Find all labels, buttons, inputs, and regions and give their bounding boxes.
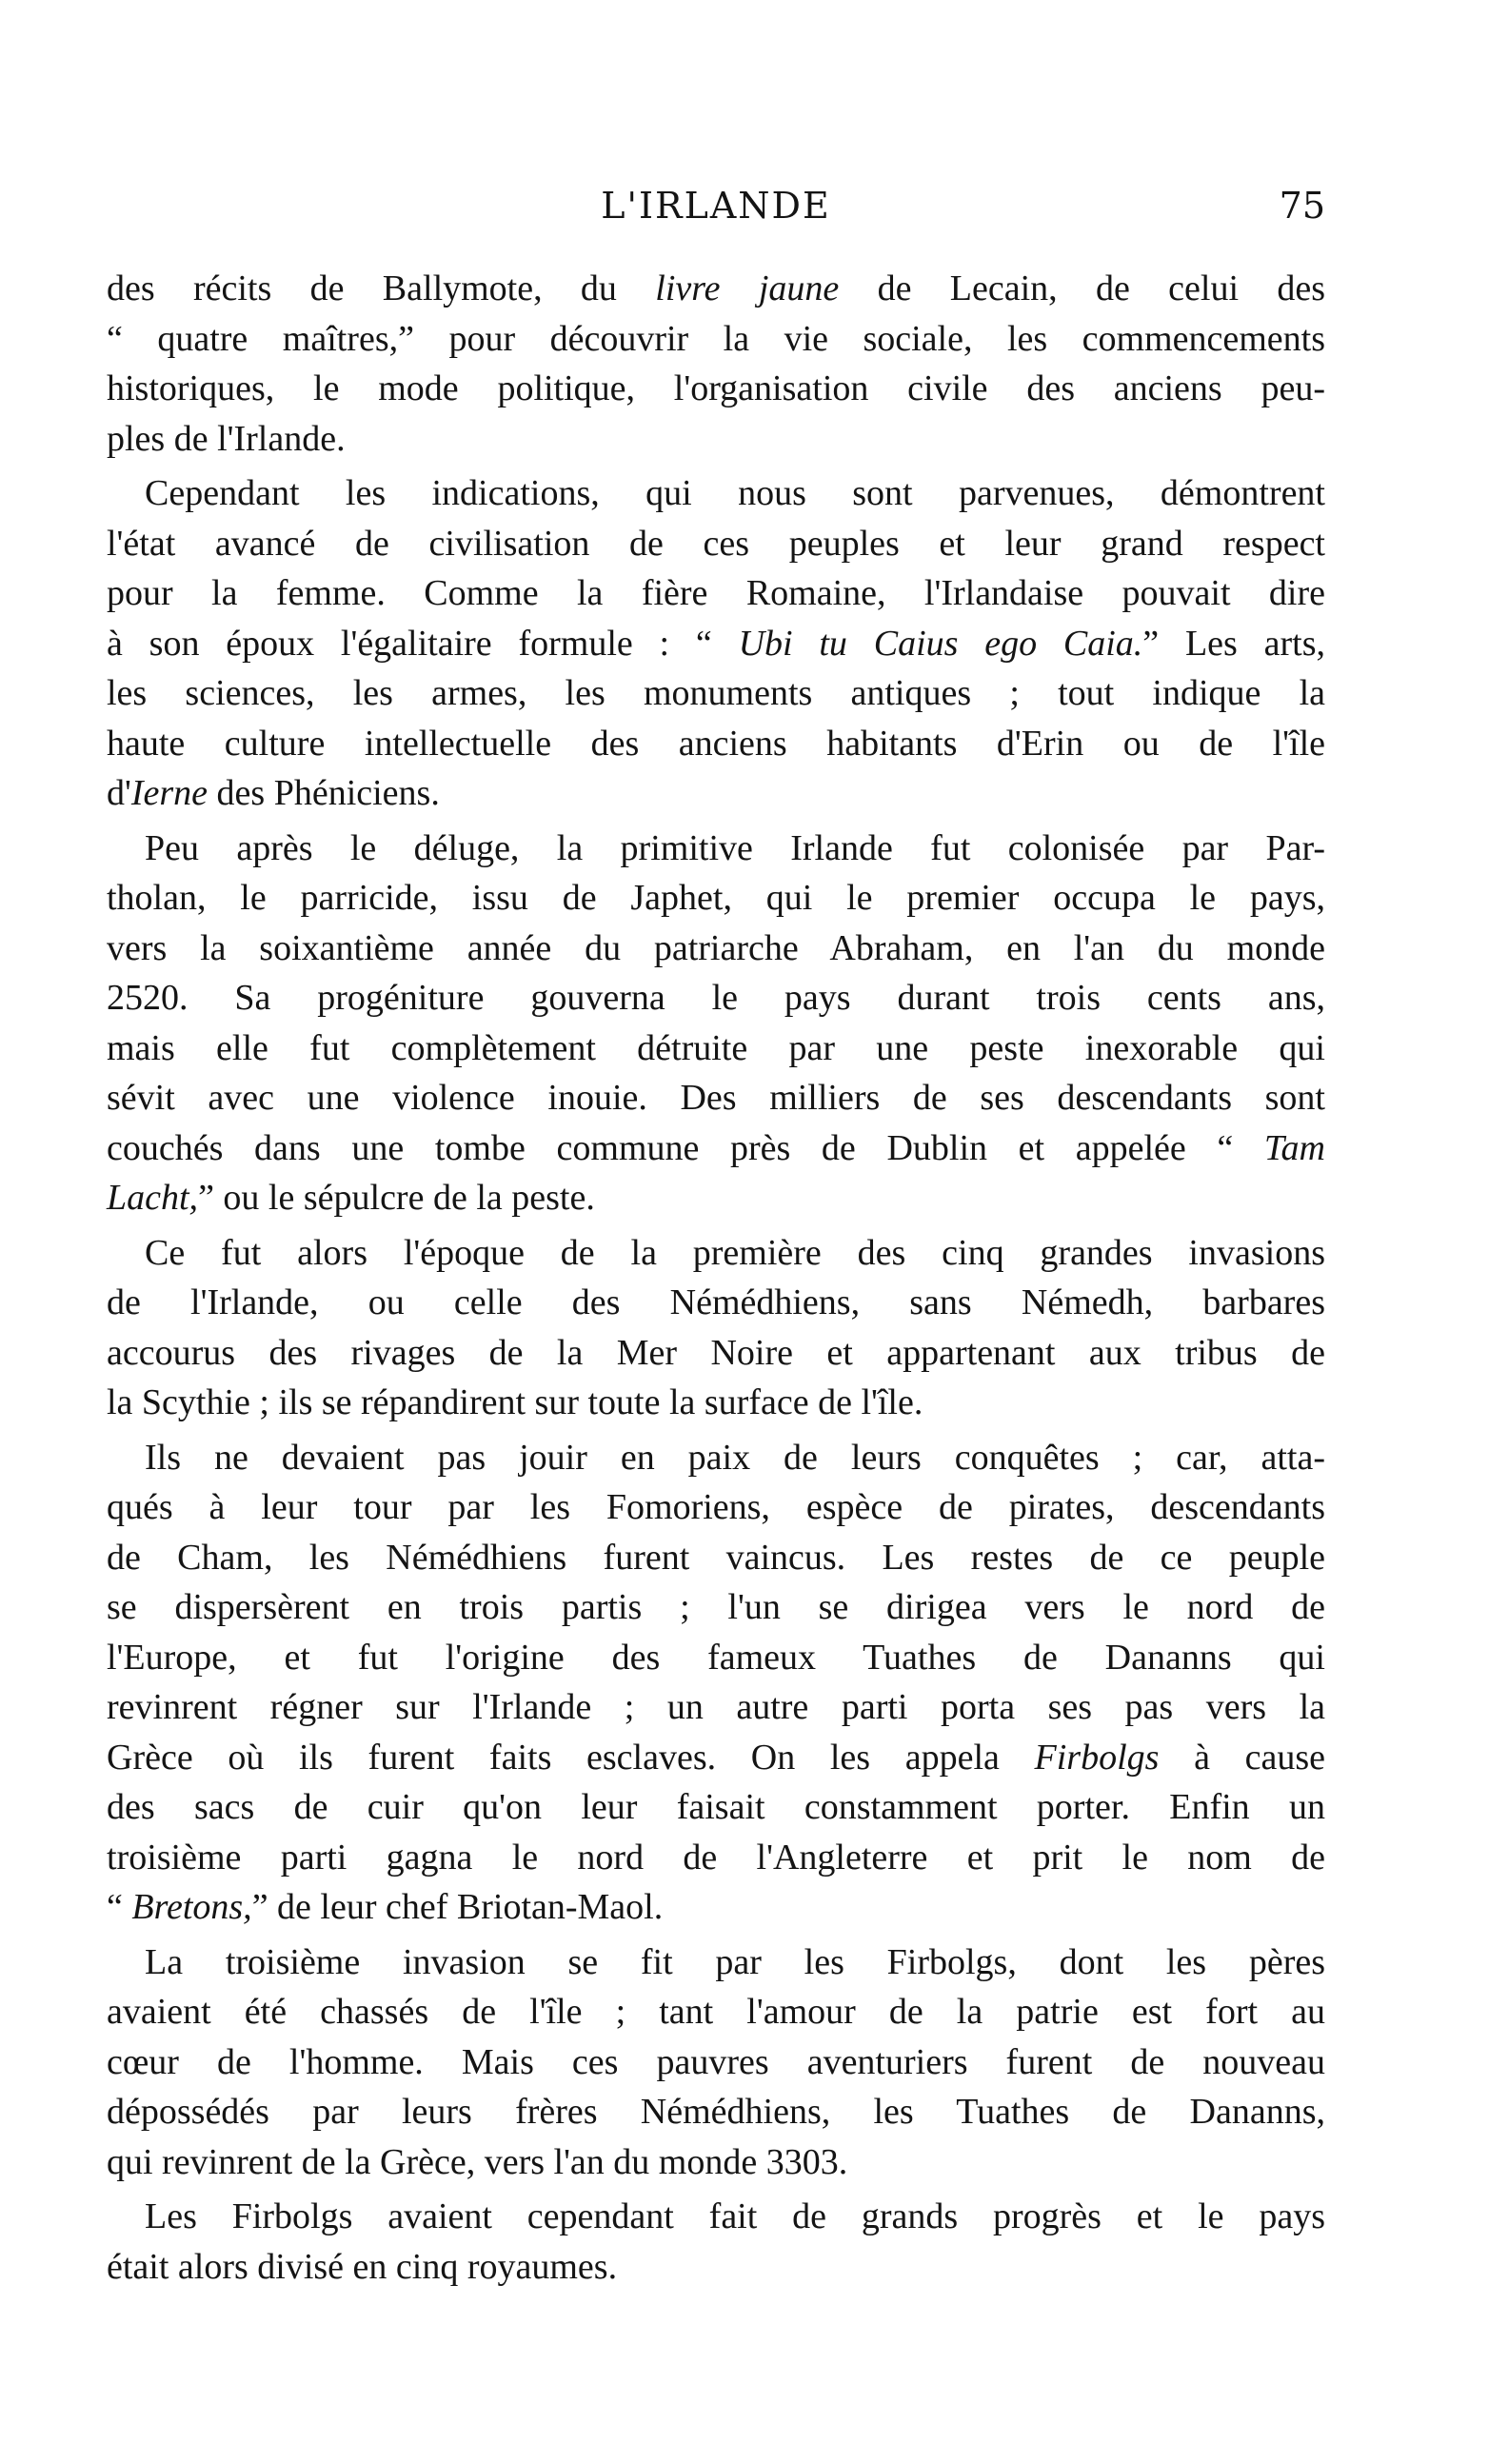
paragraph	[107, 1433, 1325, 1933]
text-line	[107, 973, 1325, 1023]
text-run: des sacs de cuir qu'on leur faisait constamment porter. Enfin un	[107, 1787, 1325, 1827]
text-run: les sciences, les armes, les monuments antiques ; tout indique la	[107, 673, 1325, 713]
text-run: était alors divisé en cinq royaumes.	[107, 2246, 618, 2287]
text-line	[107, 2242, 1325, 2293]
text-run: Les Firbolgs avaient cependant fait de grands progrès et le pays	[145, 2196, 1325, 2236]
text-line	[107, 1482, 1325, 1533]
text-line	[107, 2137, 1325, 2188]
text-line	[107, 519, 1325, 569]
text-run: vers la soixantième année du patriarche Abraham, en l'an du monde	[107, 927, 1325, 968]
text-line	[107, 1987, 1325, 2037]
text-line	[107, 1633, 1325, 1683]
text-line	[107, 1023, 1325, 1074]
text-run: qui revinrent de la Grèce, vers l'an du monde 3303.	[107, 2141, 848, 2182]
text-run: ” Les arts,	[1142, 623, 1325, 664]
italic-text: Lacht,	[107, 1178, 199, 1218]
italic-text: Ubi tu Caius ego Caia.	[738, 623, 1143, 664]
text-line	[107, 1533, 1325, 1583]
text-run: de l'Irlande, ou celle des Némédhiens, sans Némedh, barbares	[107, 1282, 1325, 1322]
text-line	[107, 1433, 1325, 1483]
text-run: se dispersèrent en trois partis ; l'un se dirigea vers le nord de	[107, 1587, 1325, 1627]
text-line	[107, 1733, 1325, 1783]
text-run: ples de l'Irlande.	[107, 418, 346, 459]
text-run: à son époux l'égalitaire formule : “	[107, 623, 739, 664]
text-line	[107, 1328, 1325, 1379]
text-run: la Scythie ; ils se répandirent sur toute la surface de l'île.	[107, 1382, 923, 1422]
text-line	[107, 768, 1325, 819]
text-line	[107, 468, 1325, 519]
paragraph	[107, 1228, 1325, 1428]
text-run: sévit avec une violence inouie. Des milliers de ses descendants sont	[107, 1078, 1325, 1118]
text-line	[107, 1278, 1325, 1328]
text-line	[107, 924, 1325, 974]
text-run: revinrent régner sur l'Irlande ; un autre parti porta ses pas vers la	[107, 1687, 1325, 1727]
text-line	[107, 364, 1325, 414]
paragraph	[107, 824, 1325, 1223]
text-run: cœur de l'homme. Mais ces pauvres aventuriers furent de nouveau	[107, 2041, 1325, 2082]
text-run: avaient été chassés de l'île ; tant l'amour de la patrie est fort au	[107, 1992, 1325, 2032]
text-line	[107, 1173, 1325, 1223]
text-line	[107, 1228, 1325, 1279]
text-run: tholan, le parricide, issu de Japhet, qui le premier occupa le pays,	[107, 878, 1325, 918]
paragraph	[107, 468, 1325, 819]
paragraph	[107, 264, 1325, 464]
text-run: troisième parti gagna le nord de l'Angleterre et prit le nom de	[107, 1837, 1325, 1878]
text-run: haute culture intellectuelle des anciens habitants d'Erin ou de l'île	[107, 723, 1325, 764]
text-run: La troisième invasion se fit par les Firbolgs, dont les pères	[145, 1941, 1325, 1982]
text-line	[107, 414, 1325, 465]
text-line	[107, 2087, 1325, 2137]
text-line	[107, 1882, 1325, 1933]
text-line	[107, 619, 1325, 669]
italic-text: Tam	[1263, 1127, 1325, 1168]
running-title: L'IRLANDE	[601, 185, 831, 227]
text-run: “	[107, 1887, 132, 1927]
text-line	[107, 1378, 1325, 1428]
text-run: l'Europe, et fut l'origine des fameux Tuathes de Dananns qui	[107, 1637, 1325, 1678]
text-line	[107, 264, 1325, 314]
text-line	[107, 668, 1325, 719]
paragraph	[107, 1937, 1325, 2188]
text-line	[107, 1582, 1325, 1633]
page-header	[107, 183, 1325, 240]
text-run: des récits de Ballymote, du	[107, 268, 656, 308]
text-run: dépossédés par leurs frères Némédhiens, les Tuathes de Dananns,	[107, 2092, 1325, 2132]
text-run: ” ou le sépulcre de la peste.	[198, 1178, 595, 1218]
text-run: de Lecain, de celui des	[839, 268, 1325, 308]
text-run: qués à leur tour par les Fomoriens, espèce de pirates, descendants	[107, 1487, 1325, 1527]
text-line	[107, 1833, 1325, 1883]
text-run: Peu après le déluge, la primitive Irlande fut colonisée par Par-	[145, 827, 1325, 868]
text-run: historiques, le mode politique, l'organisation civile des anciens peu-	[107, 368, 1325, 408]
text-run: mais elle fut complètement détruite par une peste inexorable qui	[107, 1027, 1325, 1068]
italic-text: Ierne	[130, 773, 208, 813]
text-run: Ce fut alors l'époque de la première des cinq grandes invasions	[145, 1232, 1325, 1273]
text-line	[107, 824, 1325, 874]
text-run: “ quatre maîtres,” pour découvrir la vie sociale, les commencements	[107, 318, 1325, 359]
text-run: 2520. Sa progéniture gouverna le pays durant trois cents ans,	[107, 978, 1325, 1018]
text-line	[107, 314, 1325, 365]
text-run: ” de leur chef Briotan-Maol.	[251, 1887, 664, 1927]
text-line	[107, 719, 1325, 769]
text-line	[107, 1937, 1325, 1988]
italic-text: Firbolgs	[1034, 1737, 1160, 1778]
text-run: Cependant les indications, qui nous sont parvenues, démontrent	[145, 473, 1325, 513]
text-run: Grèce où ils furent faits esclaves. On les appela	[107, 1737, 1035, 1778]
page-number: 75	[1279, 185, 1325, 227]
text-line	[107, 1782, 1325, 1833]
paragraph	[107, 2192, 1325, 2292]
text-line	[107, 1123, 1325, 1174]
text-run: à cause	[1159, 1737, 1325, 1778]
text-line	[107, 1073, 1325, 1123]
text-line	[107, 873, 1325, 924]
text-line	[107, 1682, 1325, 1733]
text-run: de Cham, les Némédhiens furent vaincus. Les restes de ce peuple	[107, 1537, 1325, 1578]
italic-text: Bretons,	[131, 1887, 252, 1927]
text-run: accourus des rivages de la Mer Noire et appartenant aux tribus de	[107, 1332, 1325, 1373]
text-run: pour la femme. Comme la fière Romaine, l'Irlandaise pouvait dire	[107, 573, 1325, 613]
text-run: d'	[107, 773, 131, 813]
text-line	[107, 568, 1325, 619]
text-run: l'état avancé de civilisation de ces peuples et leur grand respect	[107, 523, 1325, 564]
text-line	[107, 2192, 1325, 2242]
italic-text: livre jaune	[655, 268, 840, 308]
text-run: couchés dans une tombe commune près de Dublin et appelée “	[107, 1127, 1264, 1168]
text-line	[107, 2037, 1325, 2088]
text-run: Ils ne devaient pas jouir en paix de leurs conquêtes ; car, atta-	[145, 1437, 1325, 1478]
body-text	[107, 264, 1325, 2296]
text-run: des Phéniciens.	[208, 773, 440, 813]
